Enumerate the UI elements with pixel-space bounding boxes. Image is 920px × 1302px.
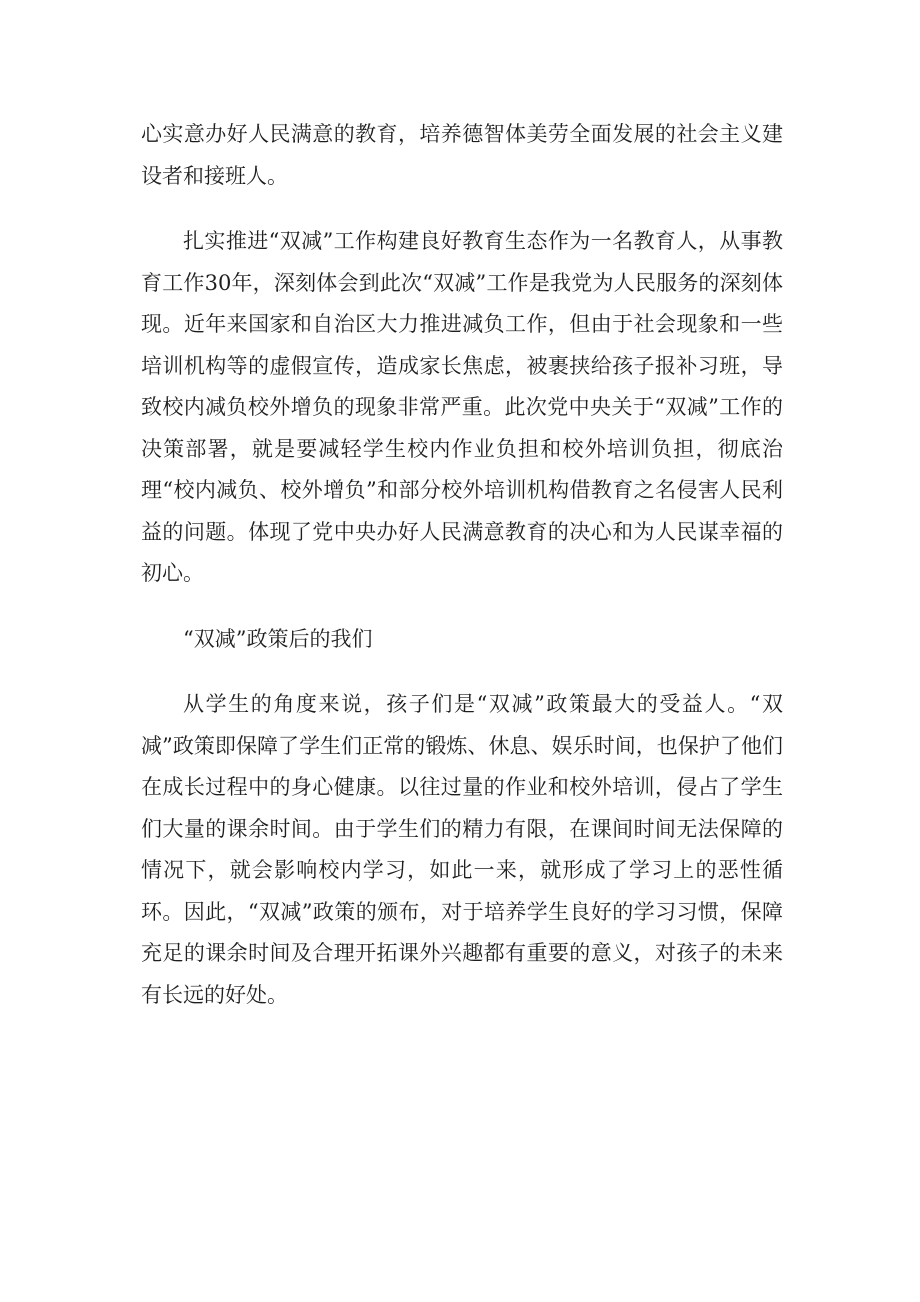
document-body [141,114,783,1040]
paragraph-student-perspective: 从学生的角度来说，孩子们是“双减”政策最大的受益人。“双减”政策即保障了学生们正常的锻炼、休息、娱乐时间，也保护了他们在成长过程中的身心健康。以往过量的作业和校外培训，侵占了学生们大量的课余时间。由于学生们的精力有限，在课间时间无法保障的情况下，就会影响校内学习，如此一来，就形成了学习上的恶性循环。因此，“双减”政策的颁布，对于培养学生良好的学习习惯，保障充足的课余时间及合理开拓课外兴趣都有重要的意义，对孩子的未来有长远的好处。 [141,692,783,1007]
paragraph-continuation: 心实意办好人民满意的教育，培养德智体美劳全面发展的社会主义建设者和接班人。 [141,122,783,188]
section-heading: “双减”政策后的我们 [183,626,373,651]
paragraph-double-reduction-work: 扎实推进“双减”工作构建良好教育生态作为一名教育人，从事教育工作30年，深刻体会到此次“双减”工作是我党为人民服务的深刻体现。近年来国家和自治区大力推进减负工作，但由于社会现象和一些培训机构等的虚假宣传，造成家长焦虑，被裹挟给孩子报补习班，导致校内减负校外增负的现象非常严重。此次党中央关于“双减”工作的决策部署，就是要减轻学生校内作业负担和校外培训负担，彻底治理“校内减负、校外增负”和部分校外培训机构借教育之名侵害人民利益的问题。体现了党中央办好人民满意教育的决心和为人民谋幸福的初心。 [141,229,783,585]
